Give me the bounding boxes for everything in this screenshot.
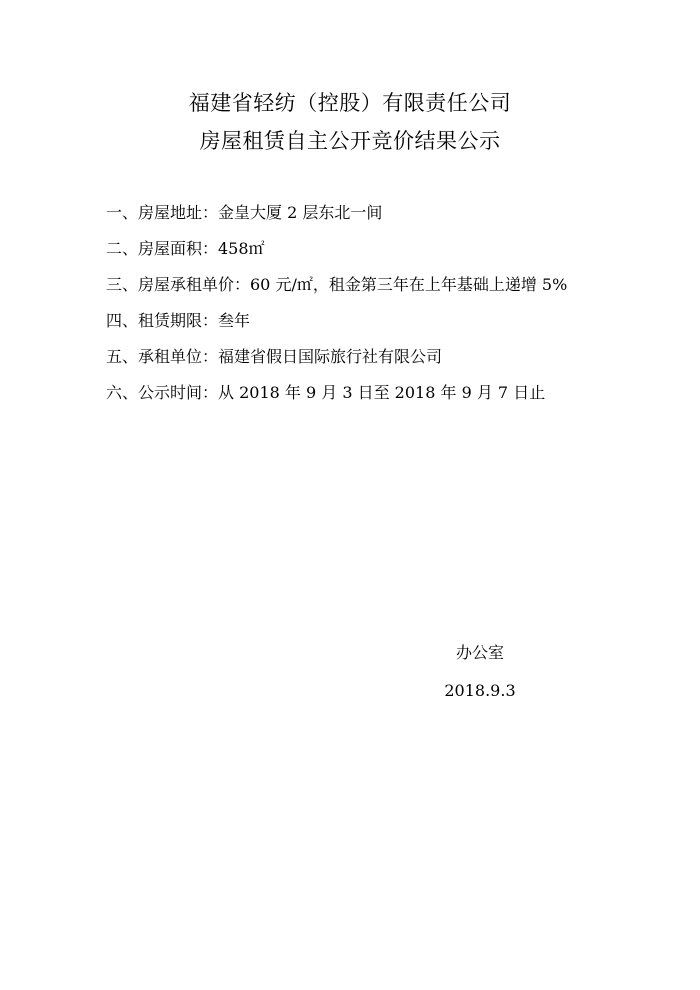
signature-department: 办公室 (455, 643, 504, 662)
announcement-items (106, 200, 616, 416)
title-company: 福建省轻纺（控股）有限责任公司 (188, 91, 512, 115)
item-address: 一、房屋地址：金皇大厦 2 层东北一间 (106, 203, 383, 222)
item-unit-price: 三、房屋承租单价：60 元/㎡，租金第三年在上年基础上递增 5% (106, 275, 568, 294)
item-area: 二、房屋面积：458㎡ (106, 239, 265, 258)
item-notice-period: 六、公示时间：从 2018 年 9 月 3 日至 2018 年 9 月 7 日止 (106, 383, 546, 402)
signature-date: 2018.9.3 (444, 681, 516, 700)
title-subject: 房屋租赁自主公开竞价结果公示 (199, 129, 501, 153)
signature-block (420, 640, 540, 704)
item-lease-term: 四、租赁期限：叁年 (106, 311, 251, 330)
document-title (0, 86, 700, 158)
item-lessee: 五、承租单位：福建省假日国际旅行社有限公司 (106, 347, 443, 366)
